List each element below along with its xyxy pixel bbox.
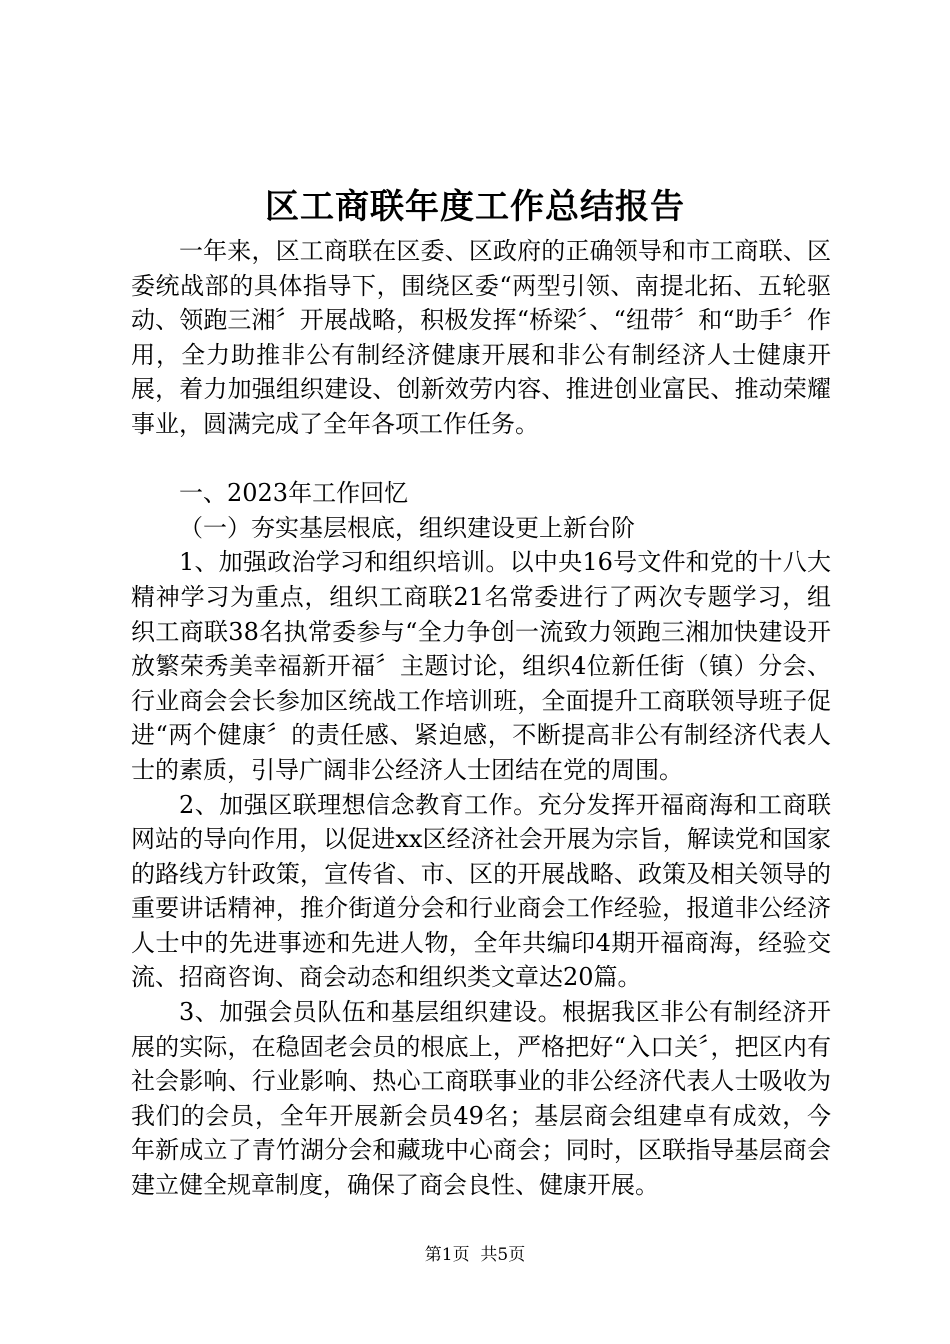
paragraph-item-3: 3、加强会员队伍和基层组织建设。根据我区非公有制经济开展的实际，在稳固老会员的根底上，严格把好“入口关〞，把区内有社会影响、行业影响、热心工商联事业的非公经济代表人士吸收为我们的会员，全年开展新会员49名；基层商会组建卓有成效，今年新成立了青竹湖分会和藏珑中心商会；同时，区联指导基层商会建立健全规章制度，确保了商会良性、健康开展。 xyxy=(131,998,831,1200)
paragraph-intro: 一年来，区工商联在区委、区政府的正确领导和市工商联、区委统战部的具体指导下，围绕区委“两型引领、南提北拓、五轮驱动、领跑三湘〞开展战略，积极发挥“桥梁〞、“纽带〞和“助手〞作用，全力助推非公有制经济健康开展和非公有制经济人士健康开展，着力加强组织建设、创新效劳内容、推进创业富民、推动荣耀事业，圆满完成了全年各项工作任务。 xyxy=(131,237,831,438)
page-footer xyxy=(0,1243,950,1267)
page-total: 共5页 xyxy=(480,1245,526,1265)
page-number: 第1页 xyxy=(424,1245,470,1265)
document-body xyxy=(131,234,831,1203)
subsection-heading: （一）夯实基层根底，组织建设更上新台阶 xyxy=(179,513,635,542)
section-heading: 一、2023年工作回忆 xyxy=(179,479,409,508)
paragraph-item-2: 2、加强区联理想信念教育工作。充分发挥开福商海和工商联网站的导向作用，以促进xx区经济社会开展为宗旨，解读党和国家的路线方针政策，宣传省、市、区的开展战略、政策及相关领导的重要讲话精神，推介街道分会和行业商会工作经验，报道非公经济人士中的先进事迹和先进人物，全年共编印4期开福商海，经验交流、招商咨询、商会动态和组织类文章达20篇。 xyxy=(131,790,831,992)
paragraph-item-1: 1、加强政治学习和组织培训。以中央16号文件和党的十八大精神学习为重点，组织工商联21名常委进行了两次专题学习，组织工商联38名执常委参与“全力争创一流致力领跑三湘加快建设开放繁荣秀美幸福新开福〞主题讨论，组织4位新任街（镇）分会、行业商会会长参加区统战工作培训班，全面提升工商联领导班子促进“两个健康〞的责任感、紧迫感，不断提高非公有制经济代表人士的素质，引导广阔非公经济人士团结在党的周围。 xyxy=(131,548,831,784)
document-title: 区工商联年度工作总结报告 xyxy=(265,187,685,227)
